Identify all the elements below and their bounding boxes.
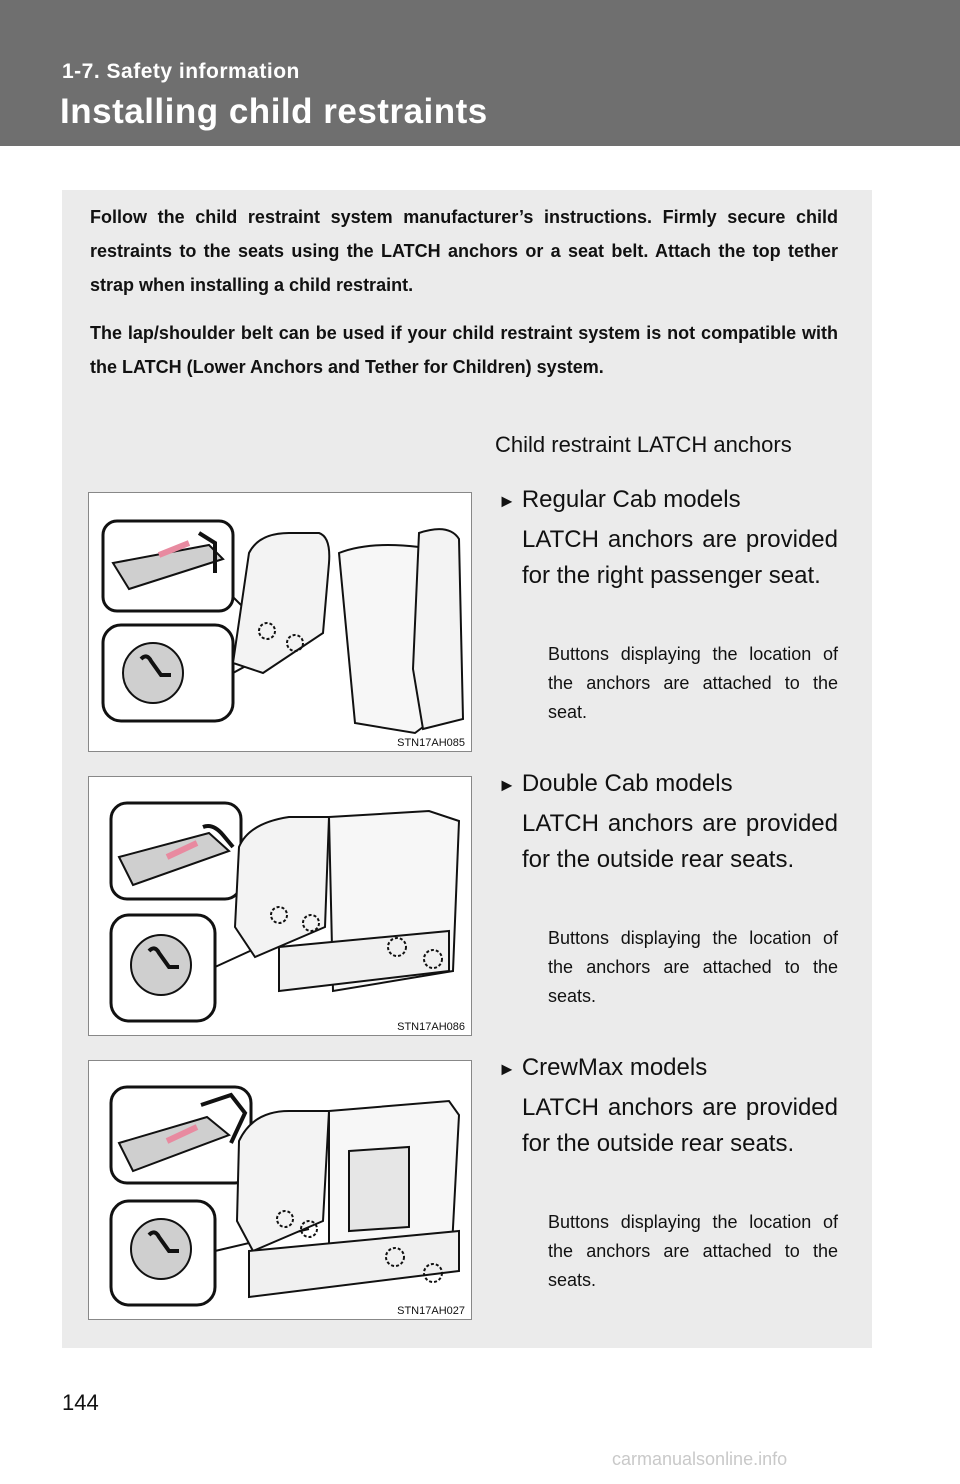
model-heading-crewmax: ► CrewMax models [498, 1054, 708, 1081]
triangle-bullet-icon: ► [498, 1059, 516, 1079]
latch-description: LATCH anchors are provided for the outside rear seats. [522, 1094, 838, 1157]
figure-caption: Child restraint LATCH anchors [495, 432, 792, 457]
intro-paragraph-2: The lap/shoulder belt can be used if your child restraint system is not compatible with the LATCH (Lower Anchors and Tether for Children) system. [90, 323, 838, 377]
watermark: carmanualsonline.info [612, 1449, 788, 1469]
double-cab-illustration [88, 776, 472, 1036]
page-title: Installing child restraints [60, 92, 488, 131]
intro-paragraph-1: Follow the child restraint system manufacturer’s instructions. Firmly secure child restraints to the seats using the LATCH anchors or a seat belt. Attach the top tether strap when installing a child restraint. [90, 207, 838, 295]
figure-code: STN17AH027 [397, 1305, 465, 1317]
latch-description: LATCH anchors are provided for the outside rear seats. [522, 810, 838, 873]
regular-cab-illustration [88, 492, 472, 752]
section-label: 1-7. Safety information [62, 60, 300, 83]
triangle-bullet-icon: ► [498, 491, 516, 511]
model-heading-double-cab: ► Double Cab models [498, 770, 733, 797]
latch-description: LATCH anchors are provided for the right passenger seat. [522, 526, 838, 589]
figure-code: STN17AH085 [397, 737, 465, 749]
page-number: 144 [62, 1390, 99, 1415]
button-note: Buttons displaying the location of the anchors are attached to the seats. [548, 1212, 838, 1290]
crewmax-illustration [88, 1060, 472, 1320]
page-header [0, 0, 960, 146]
figure-code: STN17AH086 [397, 1021, 465, 1033]
button-note: Buttons displaying the location of the anchors are attached to the seats. [548, 928, 838, 1006]
triangle-bullet-icon: ► [498, 775, 516, 795]
model-heading-regular-cab: ► Regular Cab models [498, 486, 741, 513]
button-note: Buttons displaying the location of the anchors are attached to the seat. [548, 644, 838, 722]
